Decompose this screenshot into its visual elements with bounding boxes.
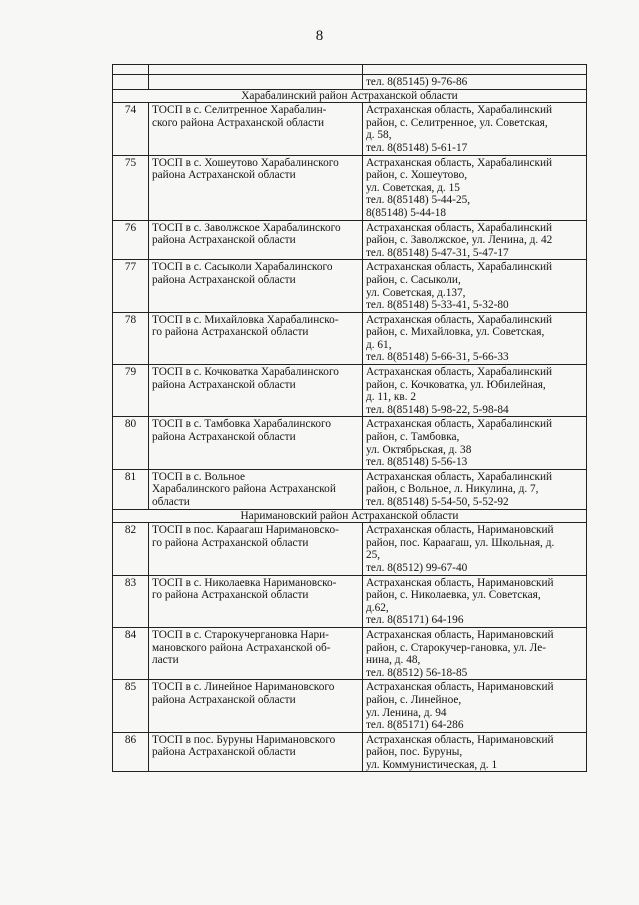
office-name-cell: ТОСП в с. Селитренное Харабалин- ского района Астраханской области [149,103,363,155]
office-name-cell: ТОСП в с. Линейное Наримановского района Астраханской области [149,680,363,732]
row-number-cell: 83 [113,575,149,627]
row-number-cell: 82 [113,523,149,575]
address-cell: Астраханская область, Наримановский район, с. Линейное, ул. Ленина, д. 94 тел. 8(85171) 64-286 [363,680,587,732]
address-cell: Астраханская область, Наримановский район, с. Николаевка, ул. Советская, д.62, тел. 8(85171) 64-196 [363,575,587,627]
table-row [113,417,587,469]
table-row [113,220,587,260]
office-name-cell: ТОСП в с. Вольное Харабалинского района Астраханской области [149,469,363,509]
row-number-cell: 85 [113,680,149,732]
blank-cell [149,65,363,75]
office-name-cell: ТОСП в с. Кочковатка Харабалинского района Астраханской области [149,365,363,417]
address-cell: Астраханская область, Наримановский район, с. Старокучер-гановка, ул. Ле- нина, д. 48, тел. 8(8512) 56-18-85 [363,627,587,679]
blank-row [113,65,587,75]
address-cell: Астраханская область, Харабалинский район, с. Михайловка, ул. Советская, д. 61, тел. 8(85148) 5-66-31, 5-66-33 [363,312,587,364]
row-number-cell: 86 [113,732,149,772]
section-title: Харабалинский район Астраханской области [113,89,587,103]
table-row [113,260,587,312]
row-number-cell: 81 [113,469,149,509]
row-number-cell: 77 [113,260,149,312]
office-name-cell: ТОСП в с. Михайловка Харабалинско- го района Астраханской области [149,312,363,364]
office-name-cell: ТОСП в с. Заволжское Харабалинского района Астраханской области [149,220,363,260]
row-number-cell: 74 [113,103,149,155]
row-number-cell: 79 [113,365,149,417]
address-cell: Астраханская область, Наримановский район, пос. Караагаш, ул. Школьная, д. 25, тел. 8(8512) 99-67-40 [363,523,587,575]
row-number-cell: 78 [113,312,149,364]
table-row [113,575,587,627]
row-number-cell: 84 [113,627,149,679]
office-name-cell: ТОСП в с. Хошеутово Харабалинского района Астраханской области [149,155,363,220]
table-row [113,155,587,220]
office-name-cell: ТОСП в пос. Караагаш Наримановско- го района Астраханской области [149,523,363,575]
carry-over-num-cell [113,75,149,90]
office-name-cell: ТОСП в с. Сасыколи Харабалинского района Астраханской области [149,260,363,312]
office-name-cell: ТОСП в с. Тамбовка Харабалинского района Астраханской области [149,417,363,469]
address-cell: Астраханская область, Харабалинский район, с. Селитренное, ул. Советская, д. 58, тел. 8(85148) 5-61-17 [363,103,587,155]
section-header-row [113,509,587,523]
table-row [113,312,587,364]
table-row [113,365,587,417]
page-number: 8 [315,28,324,44]
table-row [113,469,587,509]
address-cell: Астраханская область, Харабалинский район, с. Сасыколи, ул. Советская, д.137, тел. 8(85148) 5-33-41, 5-32-80 [363,260,587,312]
office-name-cell: ТОСП в пос. Буруны Наримановского района Астраханской области [149,732,363,772]
table-row [113,523,587,575]
carry-over-address-cell: тел. 8(85145) 9-76-86 [363,75,587,90]
table-row [113,103,587,155]
table-row [113,680,587,732]
address-cell: Астраханская область, Наримановский район, пос. Буруны, ул. Коммунистическая, д. 1 [363,732,587,772]
section-header-row [113,89,587,103]
table-body [113,65,587,772]
carry-over-name-cell [149,75,363,90]
address-cell: Астраханская область, Харабалинский район, с. Хошеутово, ул. Советская, д. 15 тел. 8(85148) 5-44-25, 8(85148) 5-44-18 [363,155,587,220]
table-row [113,627,587,679]
table-row [113,732,587,772]
address-cell: Астраханская область, Харабалинский район, с. Заволжское, ул. Ленина, д. 42 тел. 8(85148) 5-47-31, 5-47-17 [363,220,587,260]
address-cell: Астраханская область, Харабалинский район, с. Кочковатка, ул. Юбилейная, д. 11, кв. 2 тел. 8(85148) 5-98-22, 5-98-84 [363,365,587,417]
blank-cell [363,65,587,75]
blank-cell [113,65,149,75]
row-number-cell: 80 [113,417,149,469]
address-cell: Астраханская область, Харабалинский район, с. Тамбовка, ул. Октябрьская, д. 38 тел. 8(85148) 5-56-13 [363,417,587,469]
carry-over-row [113,75,587,90]
office-name-cell: ТОСП в с. Николаевка Наримановско- го района Астраханской области [149,575,363,627]
address-cell: Астраханская область, Харабалинский район, с Вольное, л. Никулина, д. 7, тел. 8(85148) 5-54-50, 5-52-92 [363,469,587,509]
offices-table [112,64,587,772]
row-number-cell: 76 [113,220,149,260]
row-number-cell: 75 [113,155,149,220]
office-name-cell: ТОСП в с. Старокучергановка Нари- мановского района Астраханской об- ласти [149,627,363,679]
section-title: Наримановский район Астраханской области [113,509,587,523]
